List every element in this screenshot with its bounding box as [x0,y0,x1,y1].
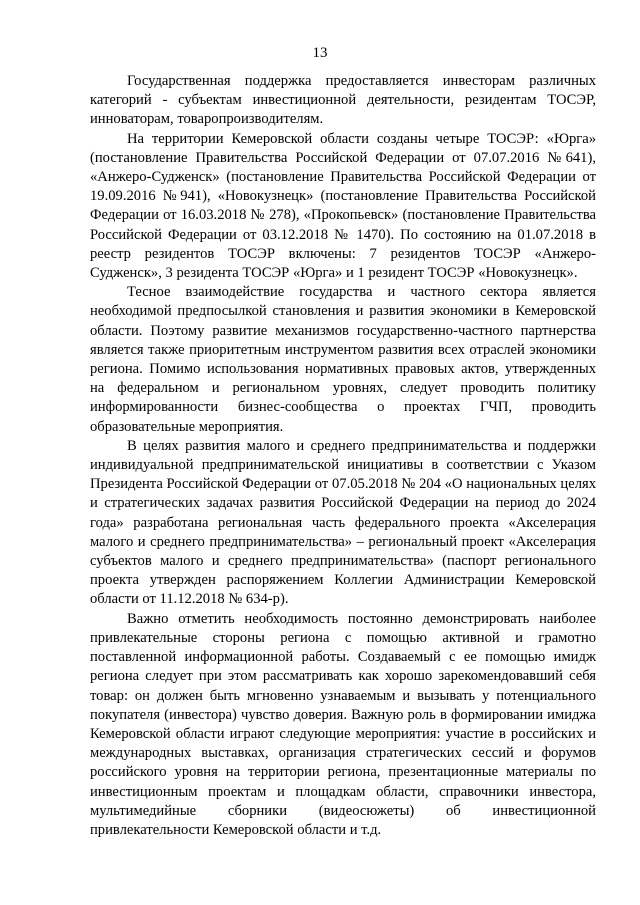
page-number: 13 [312,45,328,61]
paragraph-public-private-partnership: Тесное взаимодействие государства и частного сектора является необходимой предпосылкой становления и развития экономики в Кемеровской области. Поэтому развитие механизмов государственно-частного партнерства является также приоритетным инструментом развития всех отраслей экономики региона. Помимо использования нормативных правовых актов, утвержденных на федеральном и региональном уровнях, следует проводить политику информированности бизнес-сообщества о проектах ГЧП, проводить образовательные мероприятия. [90,284,596,435]
body-text [90,72,596,840]
paragraph-region-image: Важно отметить необходимость постоянно демонстрировать наиболее привлекательные стороны региона с помощью активной и грамотно поставленной информационной работы. Создаваемый с ее помощью имидж региона следует при этом рассматривать как хорошо зарекомендовавший себя товар: он должен быть мгновенно узнаваемым и вызывать у потенциального покупателя (инвестора) чувство доверия. Важную роль в формировании имиджа Кемеровской области играют следующие мероприятия: участие в российских и международных выставках, организация стратегических сессий и форумов российского уровня на территории региона, презентационные материалы по инвестиционным проектам и площадкам области, справочники инвестора, мультимедийные сборники (видеосюжеты) об инвестиционной привлекательности Кемеровской области и т.д. [90,610,596,838]
paragraph-tosep-territories: На территории Кемеровской области созданы четыре ТОСЭР: «Юрга» (постановление Правительства Российской Федерации от 07.07.2016 №641), «Анжеро-Судженск» (постановление Правительства Российской Федерации от 19.09.2016 №941), «Новокузнецк» (постановление Правительства Российской Федерации от 16.03.2018 № 278), «Прокопьевск» (постановление Правительства Российской Федерации от 03.12.2018 № 1470). По состоянию на 01.07.2018 в реестр резидентов ТОСЭР включены: 7 резидентов ТОСЭР «Анжеро-Судженск», 3 резидента ТОСЭР «Юрга» и 1 резидент ТОСЭР «Новокузнецк». [90,130,596,282]
paragraph-state-support: Государственная поддержка предоставляется инвесторам различных категорий - субъектам инвестиционной деятельности, резидентам ТОСЭР, инноваторам, товаропроизводителям. [90,73,596,128]
paragraph-small-business-support: В целях развития малого и среднего предпринимательства и поддержки индивидуальной предпринимательской инициативы в соответствии с Указом Президента Российской Федерации от 07.05.2018 № 204 «О национальных целях и стратегических задачах развития Российской Федерации на период до 2024 года» разработана региональная часть федерального проекта «Акселерация малого и среднего предпринимательства» – региональный проект «Акселерация субъектов малого и среднего предпринимательства» (паспорт регионального проекта утвержден распоряжением Коллегии Администрации Кемеровской области от 11.12.2018 № 634-р). [90,437,596,608]
